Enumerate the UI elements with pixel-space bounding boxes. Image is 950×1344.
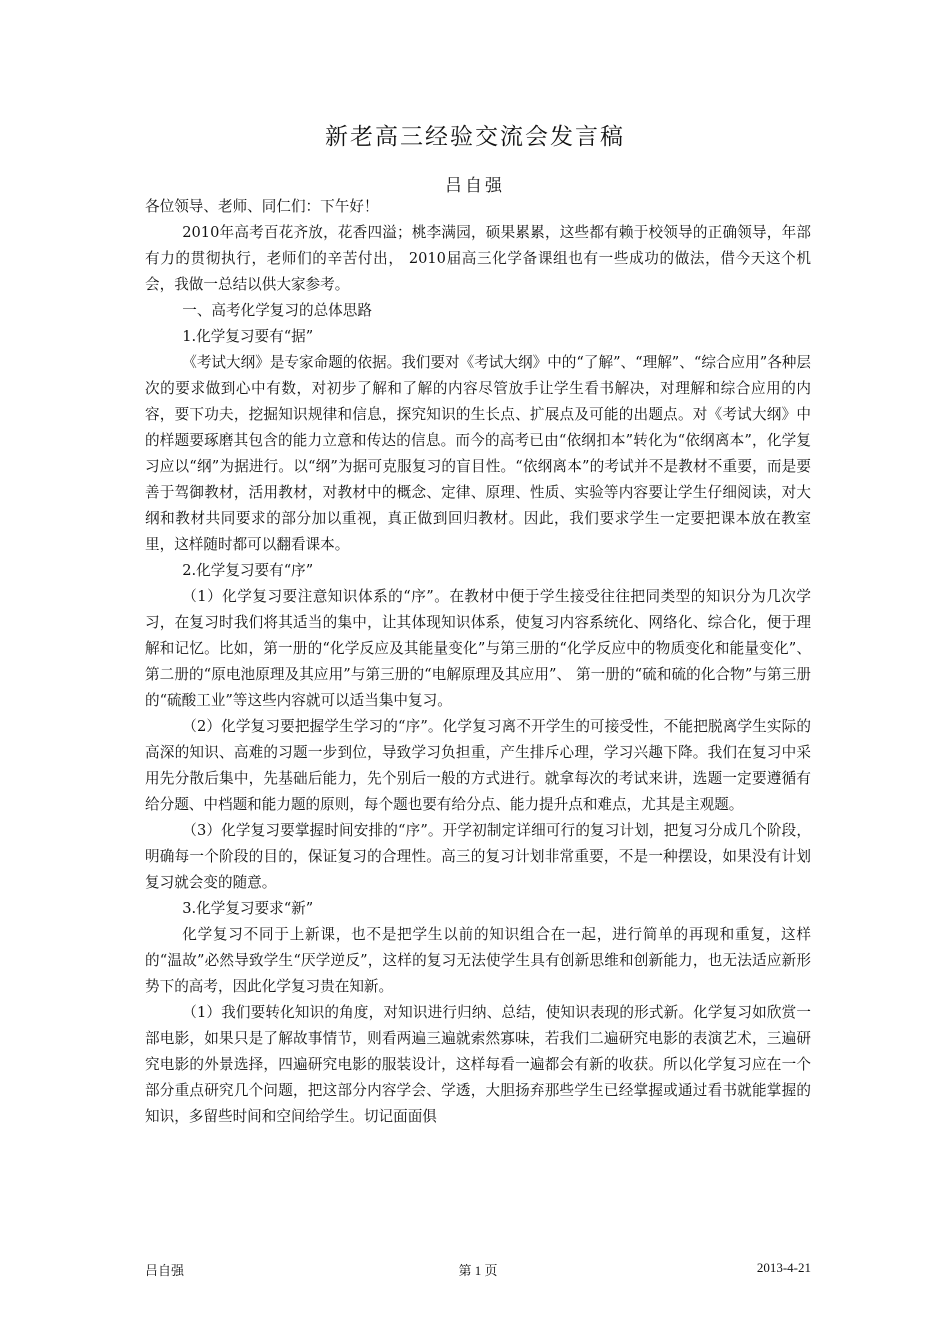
body-paragraph: （3）化学复习要掌握时间安排的“序”。开学初制定详细可行的复习计划，把复习分成几个阶段，明确每一个阶段的目的，保证复习的合理性。高三的复习计划非常重要，不是一种摆设，如果没有计划复习就会变的随意。 bbox=[145, 822, 811, 891]
document-author: 吕自强 bbox=[445, 176, 505, 196]
document-body bbox=[145, 194, 811, 1130]
body-paragraph: （1）我们要转化知识的角度，对知识进行归纳、总结，使知识表现的形式新。化学复习如欣赏一部电影，如果只是了解故事情节，则看两遍三遍就索然寡味，若我们二遍研究电影的表演艺术，三遍研究电影的外景选择，四遍研究电影的服装设计，这样每看一遍都会有新的收获。所以化学复习应在一个部分重点研究几个问题，把这部分内容学会、学透，大胆扬弃那些学生已经掌握或通过看书就能掌握的知识，多留些时间和空间给学生。切记面面俱 bbox=[145, 1004, 811, 1125]
intro-paragraph: 2010年高考百花齐放，花香四溢；桃李满园，硕果累累，这些都有赖于校领导的正确领导，年部有力的贯彻执行，老师们的辛苦付出， 2010届高三化学备课组也有一些成功的做法，借今天这个机会，我做一总结以供大家参考。 bbox=[145, 224, 811, 293]
greeting-paragraph: 各位领导、老师、同仁们：下午好！ bbox=[145, 198, 379, 215]
section-heading: 一、高考化学复习的总体思路 bbox=[182, 302, 372, 319]
subsection-heading: 2.化学复习要有“序” bbox=[182, 562, 314, 579]
body-paragraph: 《考试大纲》是专家命题的依据。我们要对《考试大纲》中的“了解”、“理解”、“综合应用”各种层次的要求做到心中有数，对初步了解和了解的内容尽管放手让学生看书解决，对理解和综合应用的内容，要下功夫，挖掘知识规律和信息，探究知识的生长点、扩展点及可能的出题点。对《考试大纲》中的样题要琢磨其包含的能力立意和传达的信息。而今的高考已由“依纲扣本”转化为“依纲离本”，化学复习应以“纲”为据进行。以“纲”为据可克服复习的盲目性。“依纲离本”的考试并不是教材不重要，而是要善于驾御教材，活用教材，对教材中的概念、定律、原理、性质、实验等内容要让学生仔细阅读，对大纲和教材共同要求的部分加以重视，真正做到回归教材。因此，我们要求学生一定要把课本放在教室里，这样随时都可以翻看课本。 bbox=[145, 354, 811, 553]
document-title: 新老高三经验交流会发言稿 bbox=[325, 124, 625, 150]
footer-page-number: 第 1 页 bbox=[458, 1263, 498, 1278]
body-paragraph: （2）化学复习要把握学生学习的“序”。化学复习离不开学生的可接受性，不能把脱离学生实际的高深的知识、高难的习题一步到位，导致学习负担重，产生排斥心理，学习兴趣下降。我们在复习中采用先分散后集中，先基础后能力，先个别后一般的方式进行。就拿每次的考试来讲，选题一定要遵循有给分题、中档题和能力题的原则，每个题也要有给分点、能力提升点和难点，尤其是主观题。 bbox=[145, 718, 811, 813]
body-paragraph: 化学复习不同于上新课，也不是把学生以前的知识组合在一起，进行简单的再现和重复，这样的“温故”必然导致学生“厌学逆反”，这样的复习无法使学生具有创新思维和创新能力，也无法适应新形势下的高考，因此化学复习贵在知新。 bbox=[145, 926, 811, 995]
footer-author: 吕自强 bbox=[145, 1263, 185, 1278]
subsection-heading: 1.化学复习要有“据” bbox=[182, 328, 314, 345]
page-footer bbox=[145, 1260, 811, 1280]
body-paragraph: （1）化学复习要注意知识体系的“序”。在教材中便于学生接受往往把同类型的知识分为几次学习，在复习时我们将其适当的集中，让其体现知识体系，使复习内容系统化、网络化、综合化，便于理解和记忆。比如，第一册的“化学反应及其能量变化”与第三册的“化学反应中的物质变化和能量变化”、第二册的“原电池原理及其应用”与第三册的“电解原理及其应用”、 第一册的“硫和硫的化合物”与第三册的“硫酸工业”等这些内容就可以适当集中复习。 bbox=[145, 588, 811, 709]
subsection-heading: 3.化学复习要求“新” bbox=[182, 900, 314, 917]
footer-date: 2013-4-21 bbox=[756, 1260, 811, 1275]
